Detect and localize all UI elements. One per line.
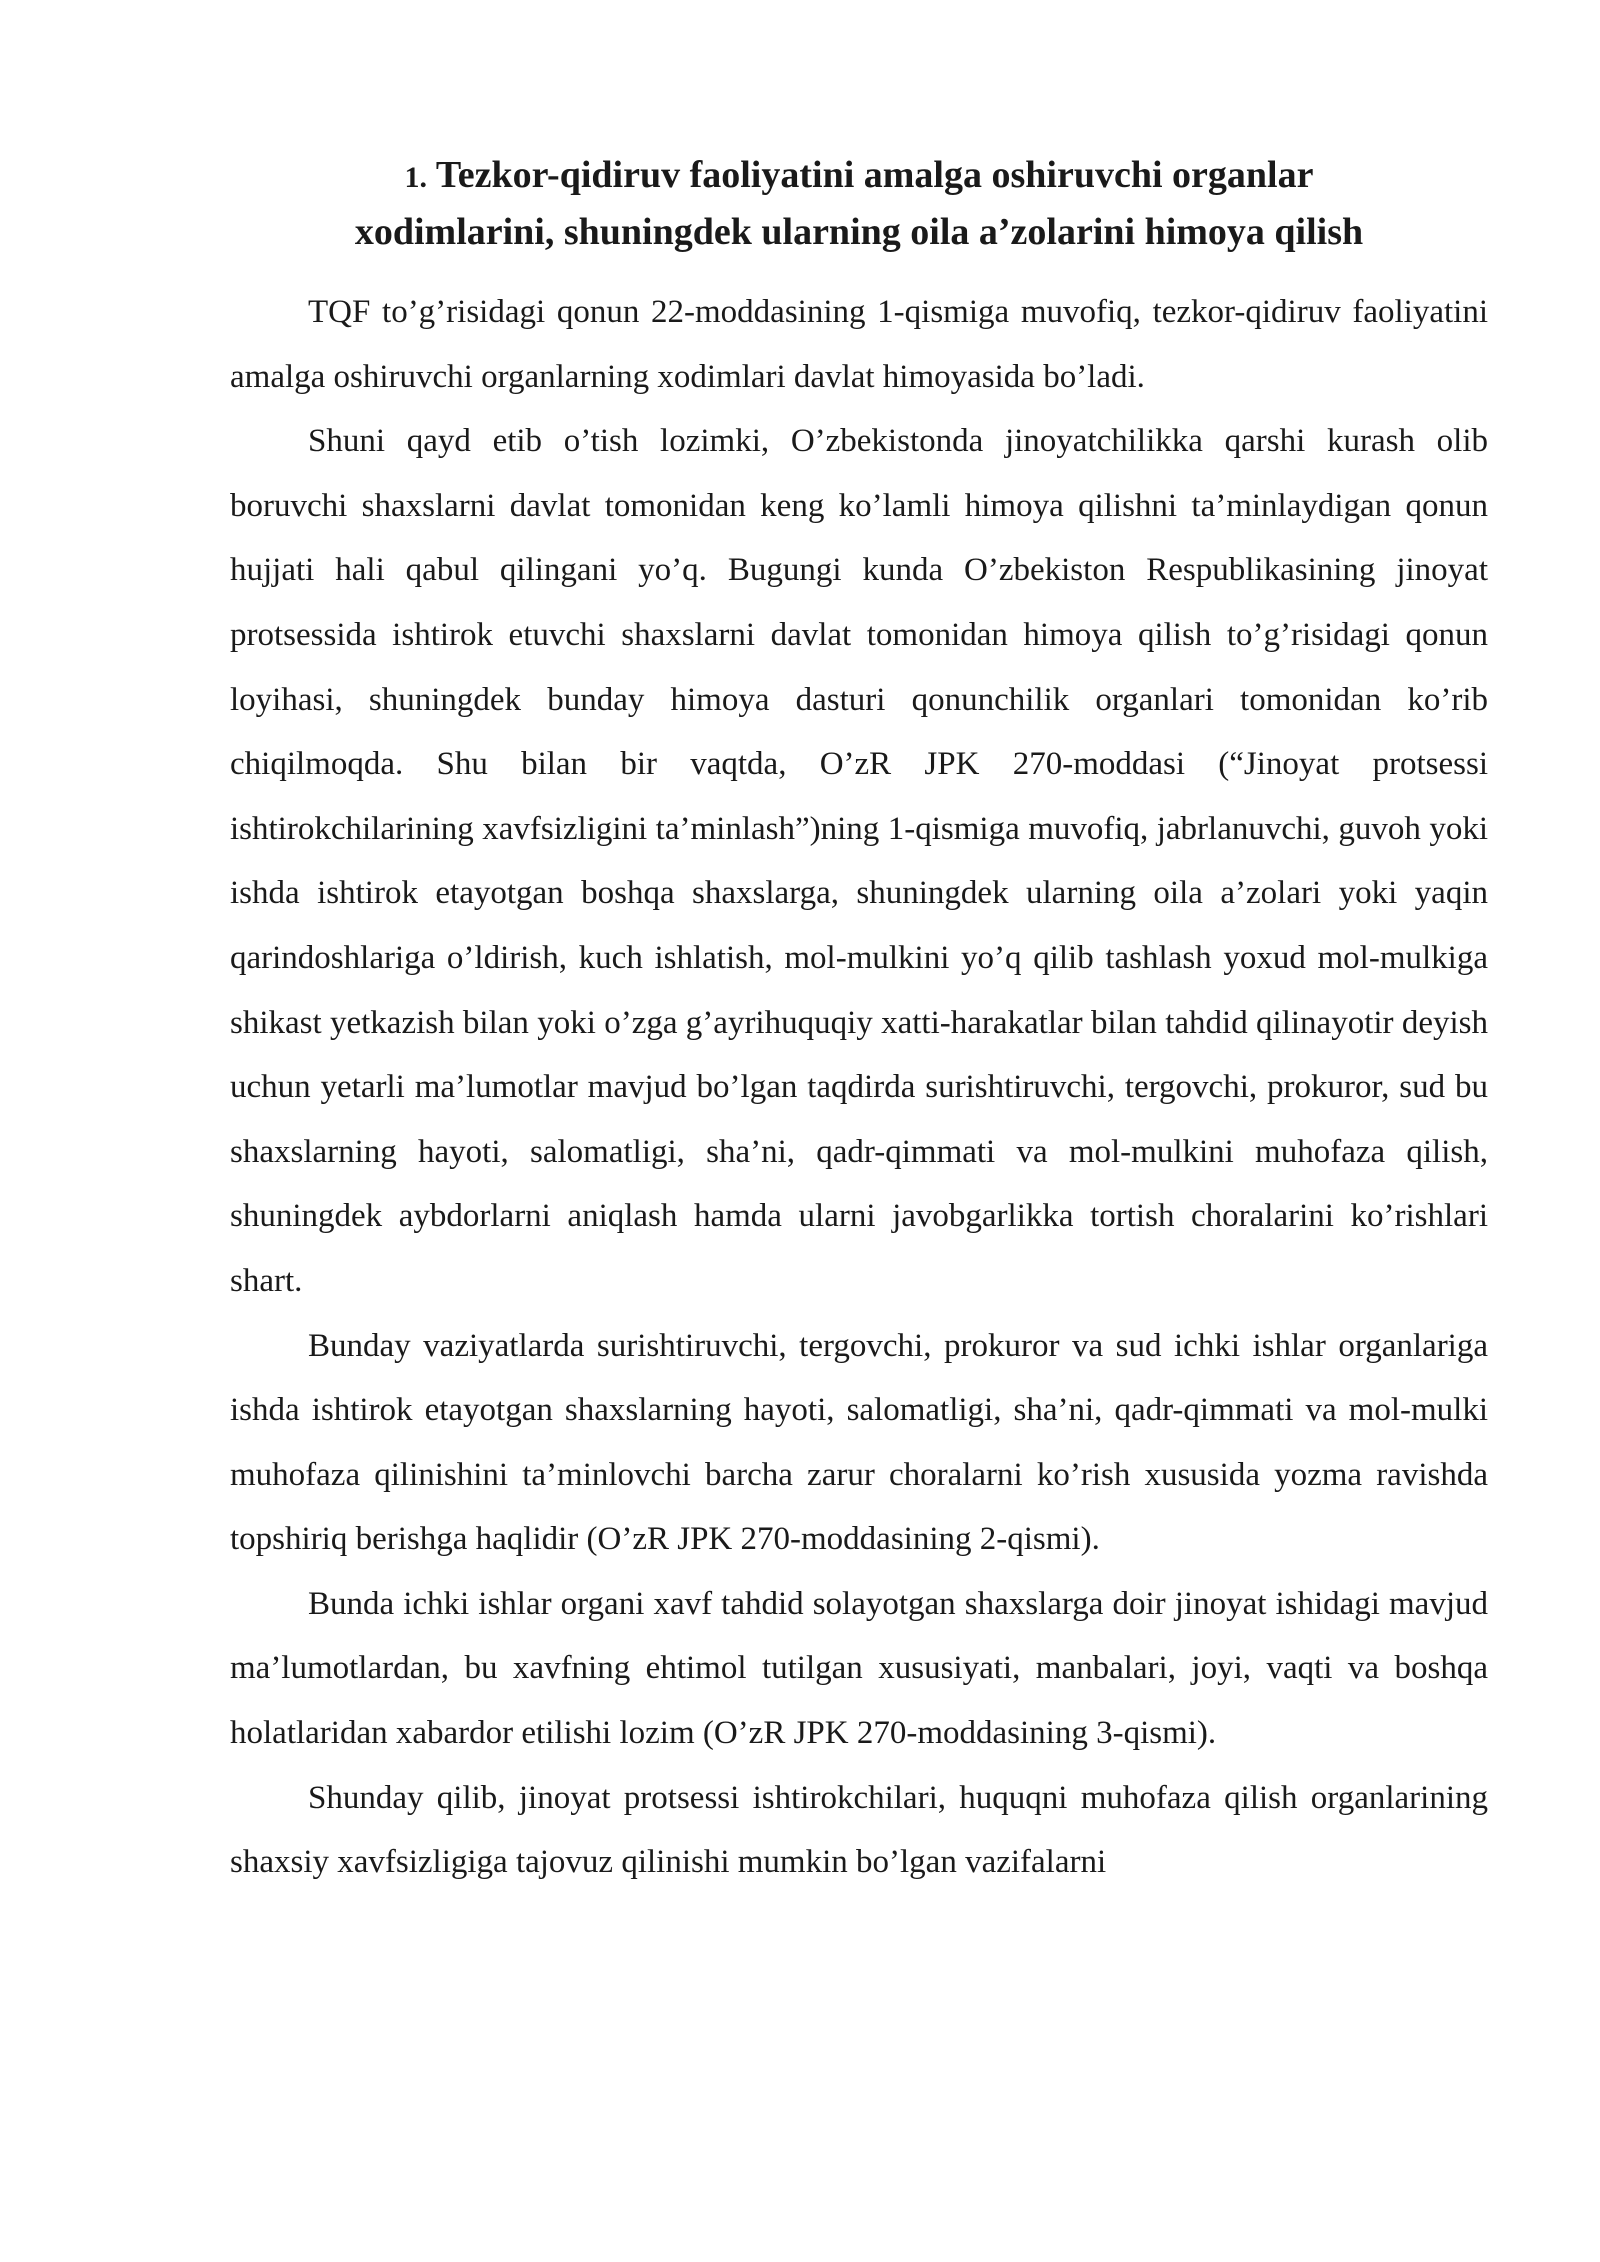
section-heading: [230, 148, 1488, 260]
section-number: 1.: [404, 161, 428, 194]
paragraph-3: Bunday vaziyatlarda surishtiruvchi, tergovchi, prokuror va sud ichki ishlar organlariga ishda ishtirok etayotgan shaxslarning hayoti, salomatligi, sha’ni, qadr-qimmati va mol-mulki muhofaza qilinishini ta’minlovchi barcha zarur choralarni ko’rish xususida yozma ravishda topshiriq berishga haqlidir (O’zR JPK 270-moddasining 2-qismi).: [230, 1327, 1488, 1558]
heading-line-1: Tezkor-qidiruv faoliyatini amalga oshiruvchi organlar: [435, 154, 1314, 196]
heading-line-2: xodimlarini, shuningdek ularning oila a’zolarini himoya qilish: [354, 211, 1364, 253]
paragraph-5: Shunday qilib, jinoyat protsessi ishtirokchilari, huquqni muhofaza qilish organlarining shaxsiy xavfsizligiga tajovuz qilinishi mumkin bo’lgan vazifalarni: [230, 1779, 1488, 1881]
paragraph-2: Shuni qayd etib o’tish lozimki, O’zbekistonda jinoyatchilikka qarshi kurash olib boruvchi shaxslarni davlat tomonidan keng ko’lamli himoya qilishni ta’minlaydigan qonun hujjati hali qabul qilingani yo’q. Bugungi kunda O’zbekiston Respublikasining jinoyat protsessida ishtirok etuvchi shaxslarni davlat tomonidan himoya qilish to’g’risidagi qonun loyihasi, shuningdek bunday himoya dasturi qonunchilik organlari tomonidan ko’rib chiqilmoqda. Shu bilan bir vaqtda, O’zR JPK 270-moddasi (“Jinoyat protsessi ishtirokchilarining xavfsizligini ta’minlash”)ning 1-qismiga muvofiq, jabrlanuvchi, guvoh yoki ishda ishtirok etayotgan boshqa shaxslarga, shuningdek ularning oila a’zolari yoki yaqin qarindoshlariga o’ldirish, kuch ishlatish, mol-mulkini yo’q qilib tashlash yoxud mol-mulkiga shikast yetkazish bilan yoki o’zga g’ayrihuquqiy xatti-harakatlar bilan tahdid qilinayotir deyish uchun yetarli ma’lumotlar mavjud bo’lgan taqdirda surishtiruvchi, tergovchi, prokuror, sud bu shaxslarning hayoti, salomatligi, sha’ni, qadr-qimmati va mol-mulkini muhofaza qilish, shuningdek aybdorlarni aniqlash hamda ularni javobgarlikka tortish choralarini ko’rishlari shart.: [230, 423, 1488, 1299]
paragraph-1: TQF to’g’risidagi qonun 22-moddasining 1-qismiga muvofiq, tezkor-qidiruv faoliyatini amalga oshiruvchi organlarning xodimlari davlat himoyasida bo’ladi.: [230, 294, 1488, 395]
paragraph-4: Bunda ichki ishlar organi xavf tahdid solayotgan shaxslarga doir jinoyat ishidagi mavjud ma’lumotlardan, bu xavfning ehtimol tutilgan xususiyati, manbalari, joyi, vaqti va boshqa holatlaridan xabardor etilishi lozim (O’zR JPK 270-moddasining 3-qismi).: [230, 1585, 1488, 1752]
document-page: [230, 148, 1488, 1895]
